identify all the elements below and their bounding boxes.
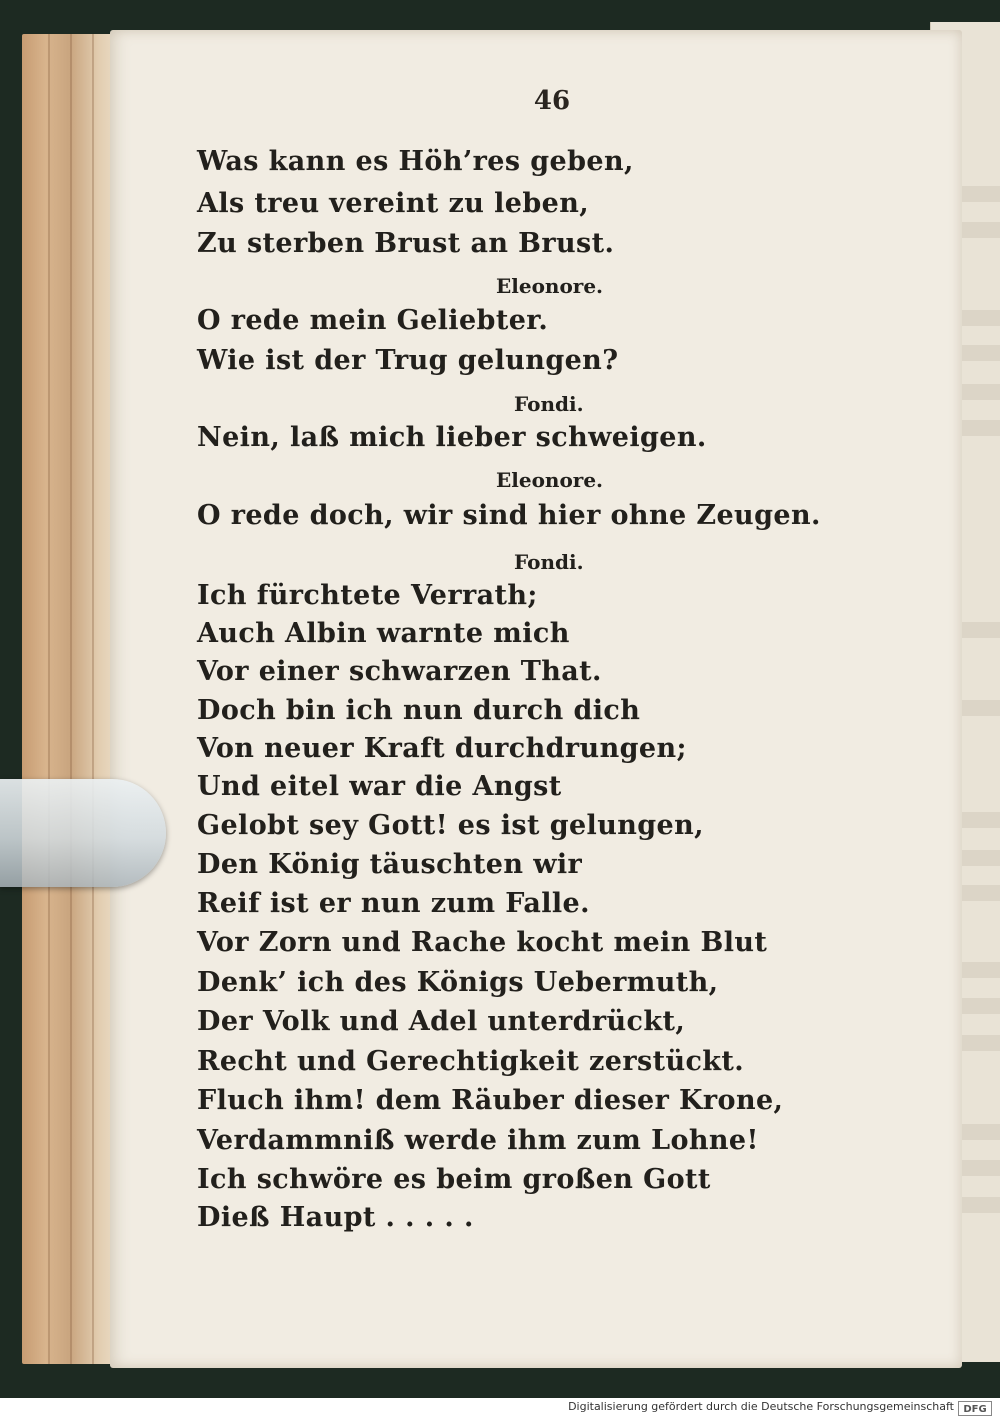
verse-line: Denk’ ich des Königs Uebermuth,: [197, 967, 719, 998]
verse-line: Als treu vereint zu leben,: [197, 188, 590, 219]
speaker-name: Eleonore.: [496, 468, 604, 492]
verse-line: O rede mein Geliebter.: [197, 305, 549, 336]
verse-line: Ich schwöre es beim großen Gott: [197, 1164, 711, 1195]
verse-line: Gelobt sey Gott! es ist gelungen,: [197, 810, 704, 841]
verse-line: Dieß Haupt . . . . .: [197, 1202, 474, 1233]
page-edge-line: [92, 34, 94, 1364]
verse-line: Reif ist er nun zum Falle.: [197, 888, 590, 919]
verse-line: Von neuer Kraft durchdrungen;: [197, 733, 687, 764]
verse-line: Auch Albin warnte mich: [197, 618, 570, 649]
page-clip: [0, 779, 166, 887]
verse-line: Wie ist der Trug gelungen?: [197, 345, 619, 376]
speaker-name: Fondi.: [514, 392, 584, 416]
verse-line: Der Volk und Adel unterdrückt,: [197, 1006, 686, 1037]
verse-line: Was kann es Höh’res geben,: [197, 146, 634, 177]
verse-line: Den König täuschten wir: [197, 849, 583, 880]
verse-line: Fluch ihm! dem Räuber dieser Krone,: [197, 1085, 784, 1116]
dfg-logo: DFG: [958, 1401, 992, 1416]
page-edge-line: [48, 34, 50, 1364]
speaker-name: Eleonore.: [496, 274, 604, 298]
verse-line: Recht und Gerechtigkeit zerstückt.: [197, 1046, 745, 1077]
verse-line: Ich fürchtete Verrath;: [197, 580, 538, 611]
verse-line: Vor einer schwarzen That.: [197, 656, 602, 687]
verse-line: Vor Zorn und Rache kocht mein Blut: [197, 927, 768, 958]
page-edge-line: [70, 34, 72, 1364]
digitization-credit: Digitalisierung gefördert durch die Deutsche Forschungsgemeinschaft: [568, 1400, 954, 1413]
verse-line: Nein, laß mich lieber schweigen.: [197, 422, 707, 453]
verse-line: Und eitel war die Angst: [197, 771, 562, 802]
verse-line: Doch bin ich nun durch dich: [197, 695, 641, 726]
verse-line: Zu sterben Brust an Brust.: [197, 228, 615, 259]
verse-line: O rede doch, wir sind hier ohne Zeugen.: [197, 500, 821, 531]
verse-line: Verdammniß werde ihm zum Lohne!: [197, 1125, 759, 1156]
page-number: 46: [533, 86, 571, 116]
speaker-name: Fondi.: [514, 550, 584, 574]
